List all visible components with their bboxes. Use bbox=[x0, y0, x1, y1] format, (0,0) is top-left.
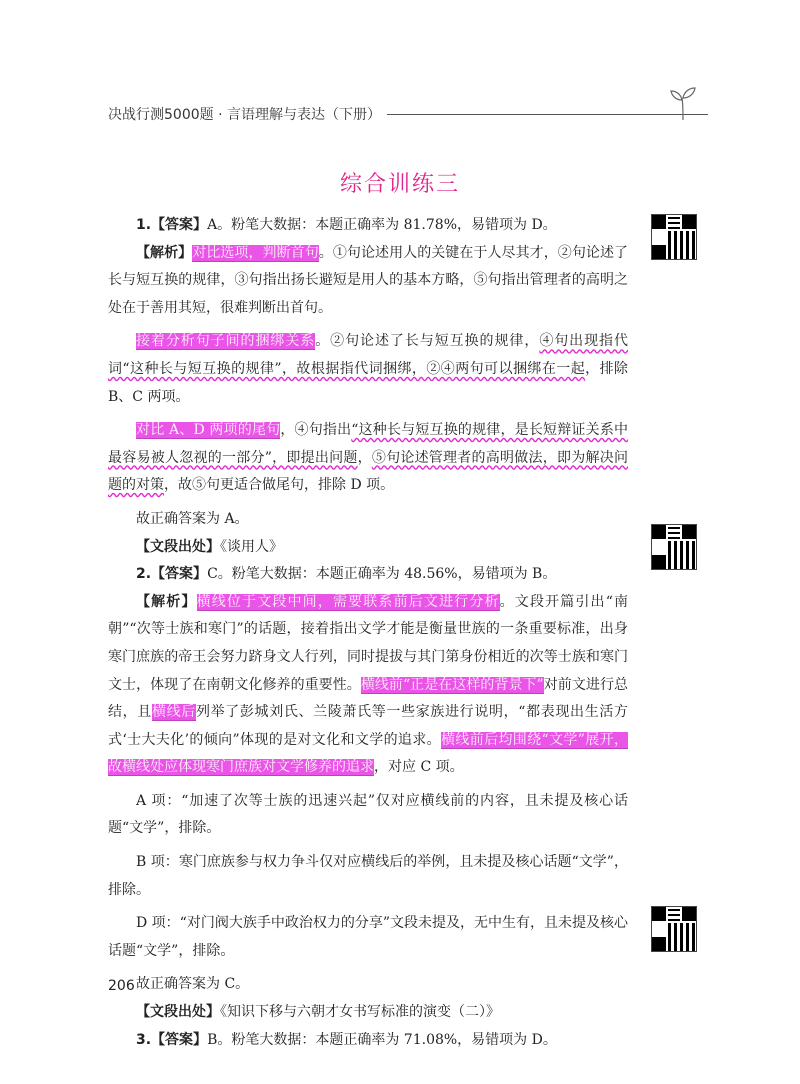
q2-source: 【文段出处】《知识下移与六朝才女书写标准的演变（二）》 bbox=[136, 1004, 500, 1021]
q1-answer: 1.【答案】A。粉笔大数据：本题正确率为 81.78%，易错项为 D。 bbox=[136, 217, 557, 233]
q3-answer: 3.【答案】B。粉笔大数据：本题正确率为 71.08%，易错项为 D。 bbox=[136, 1031, 557, 1048]
highlight: 横线后 bbox=[151, 704, 196, 721]
book-title: 决战行测5000题 · 言语理解与表达（下册） bbox=[108, 107, 381, 123]
wavy-underline: ⑤句论述管理者的高明做法，即为解决问题的对策 bbox=[108, 449, 629, 494]
q1-source: 【文段出处】《谈用人》 bbox=[136, 538, 283, 555]
highlight: 横线位于文段中间，需要联系前后文进行分析 bbox=[196, 593, 500, 610]
wavy-underline: ④句出现指代词“这种长与短互换的规律”，故根据指代词捆绑，②④两句可以捆绑在一起 bbox=[108, 333, 628, 377]
q2-answer: 2.【答案】C。粉笔大数据：本题正确率为 48.56%，易错项为 B。 bbox=[136, 566, 557, 583]
qr-code-q1 bbox=[651, 214, 697, 260]
highlight: 横线前后均围绕“文学”展开，故横线处应体现寒门庶族对文学修养的追求 bbox=[108, 731, 628, 776]
q1-conclusion: 故正确答案为 A。 bbox=[136, 510, 249, 527]
q2-option-a: A 项：“加速了次等士族的迅速兴起”仅对应横线前的内容，且未提及核心话题“文学”，排除。 bbox=[108, 792, 628, 837]
q1-analysis-p1: 【解析】对比选项，判断首句。①句论述用人的关键在于人尽其才，②句论述了长与短互换的规律，③句指出扬长避短是用人的基本方略，⑤句指出管理者的高明之处在于善用其短，很难判断出首句。 bbox=[108, 244, 629, 316]
highlight: 横线前“正是在这样的背景下” bbox=[360, 676, 544, 693]
header-rule bbox=[387, 114, 708, 115]
q2-option-b: B 项：寒门庶族参与权力争斗仅对应横线后的举例，且未提及核心话题“文学”，排除。 bbox=[108, 854, 628, 898]
q2-option-d: D 项：“对门阀大族手中政治权力的分享”文段未提及，无中生有，且未提及核心话题“文学”，排除。 bbox=[108, 915, 628, 959]
wavy-underline: “这种长与短互换的规律，是长短辩证关系中最容易被人忽视的一部分”，即提出问题 bbox=[108, 422, 629, 466]
q1-analysis-p3: 对比 A、D 两项的尾句，④句指出“这种长与短互换的规律，是长短辩证关系中最容易被人忽视的一部分”，即提出问题，⑤句论述管理者的高明做法，即为解决问题的对策，故⑤句更适合做尾句，排除 D 项。 bbox=[108, 422, 629, 494]
answer-content bbox=[108, 212, 628, 1054]
qr-code-q2 bbox=[651, 524, 697, 570]
q2-conclusion: 故正确答案为 C。 bbox=[136, 976, 250, 993]
highlight: 对比 A、D 两项的尾句 bbox=[136, 422, 281, 439]
highlight: 对比选项，判断首句 bbox=[192, 244, 319, 261]
highlight: 接着分析句子间的捆绑关系 bbox=[136, 333, 316, 350]
q1-analysis-p2: 接着分析句子间的捆绑关系。②句论述了长与短互换的规律，④句出现指代词“这种长与短互换的规律”，故根据指代词捆绑，②④两句可以捆绑在一起，排除 B、C 两项。 bbox=[108, 333, 629, 405]
running-header bbox=[108, 103, 708, 125]
q2-analysis: 【解析】横线位于文段中间，需要联系前后文进行分析。文段开篇引出“南朝”“次等士族和寒门”的话题，接着指出文学才能是衡量世族的一条重要标准，出身寒门庶族的帝王会努力跻身文人行列，同时提拔与其门第身份相近的次等士族和寒门文士，体现了在南朝文化修养的重要性。横线前“正是在这样的背景下”对前文进行总结，且横线后列举了彭城刘氏、兰陵萧氏等一些家族进行说明，“都表现出生活方式‘士大夫化’的倾向”体现的是对文化和文学的追求。横线前后均围绕“文学”展开，故横线处应体现寒门庶族对文学修养的追求，对应 C 项。 bbox=[108, 593, 629, 776]
sprout-icon bbox=[668, 86, 698, 120]
qr-code-q3 bbox=[651, 906, 697, 952]
section-title: 综合训练三 bbox=[339, 172, 460, 197]
page-number: 206 bbox=[108, 978, 135, 994]
